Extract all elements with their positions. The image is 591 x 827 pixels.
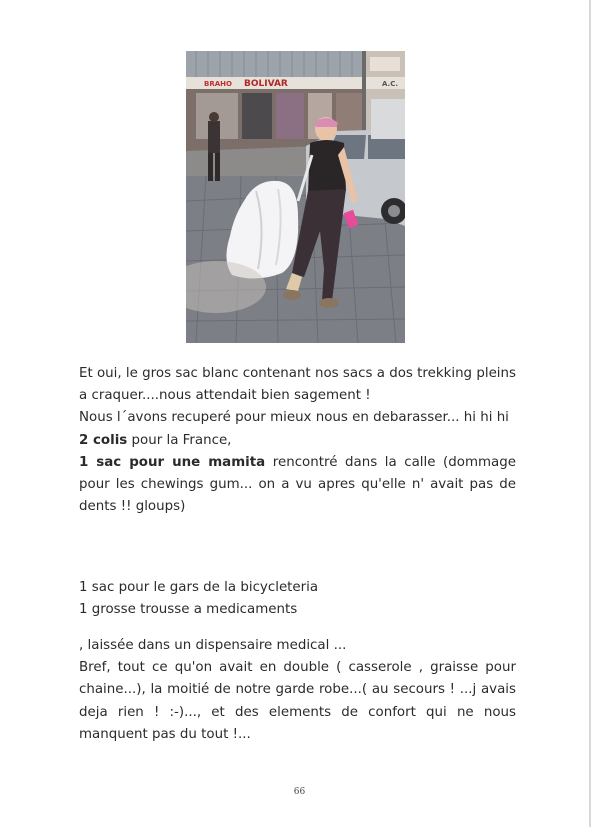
sign-right: A.C. (382, 80, 399, 88)
mamita-bold: 1 sac pour une mamita (79, 454, 266, 470)
paragraph-colis (79, 430, 516, 452)
paragraph-intro (79, 363, 516, 430)
colis-bold: 2 colis (79, 432, 128, 448)
closing-text (79, 635, 516, 746)
closing-paragraph: Bref, tout ce qu'on avait en double ( casserole , graisse pour chaine...), la moitié de notre garde robe...( au secours ! ...j avais deja rien ! :-)..., et des elements de confort qui ne nous manquent pas du tout !... (79, 660, 516, 742)
main-text (79, 363, 516, 518)
colis-text: pour la France, (127, 432, 232, 448)
intro-line-2: Nous l´avons recuperé pour mieux nous en debarasser... hi hi hi (79, 410, 509, 426)
closing-line-1: , laissée dans un dispensaire medical ... (79, 638, 347, 653)
sign-main: BOLIVAR (244, 79, 288, 89)
intro-line-1: Et oui, le gros sac blanc contenant nos sacs a dos trekking pleins a craquer....nous attendait bien sagement ! (79, 366, 516, 404)
list-item: 1 sac pour le gars de la bicycleteria (79, 580, 319, 595)
item-list (79, 577, 516, 621)
list-item: 1 grosse trousse a medicaments (79, 602, 298, 618)
mamita-text: rencontré dans la calle (dommage pour les chewings gum... on a vu apres qu'elle n' avait pas de dents !! gloups) (79, 454, 516, 515)
street-photo (186, 51, 405, 343)
sign-left: BRAHO (204, 80, 232, 88)
paragraph-mamita (79, 452, 516, 519)
page-number: 66 (293, 787, 306, 797)
